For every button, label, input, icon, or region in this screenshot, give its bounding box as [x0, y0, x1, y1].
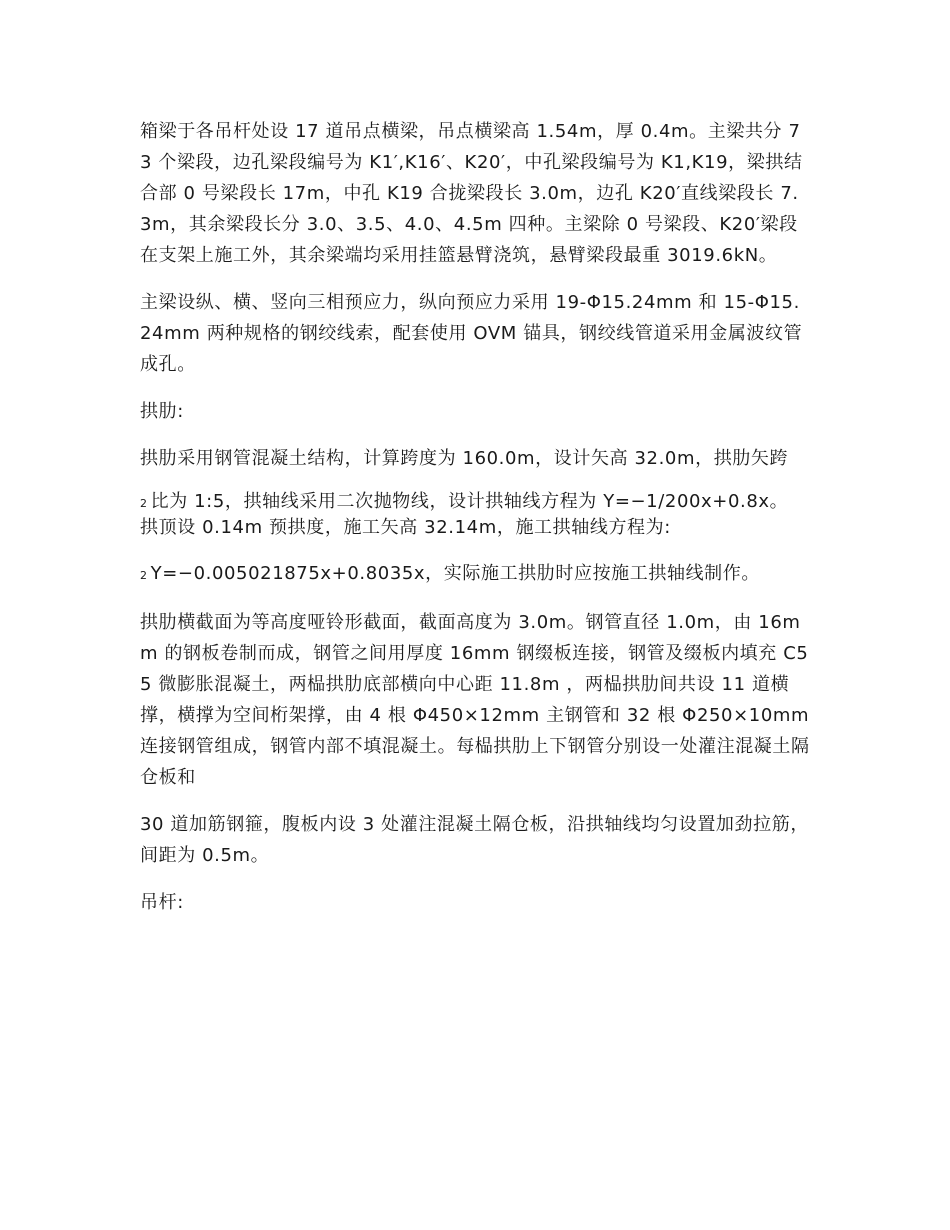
- paragraph-box-girder: 箱梁于各吊杆处设 17 道吊点横梁，吊点横梁高 1.54m，厚 0.4m。主梁共分 73 个梁段，边孔梁段编号为 K1′,K16′、K20′，中孔梁段编号为 K1,K19，梁拱结合部 0 号梁段长 17m，中孔 K19 合拢梁段长 3.0m，边孔 K20′直线梁段长 7.3m，其余梁段长分 3.0、3.5、4.0、4.5m 四种。主梁除 0 号梁段、K20′梁段在支架上施工外，其余梁端均采用挂篮悬臂浇筑，悬臂梁段最重 3019.6kN。: [140, 121, 803, 266]
- heading-arch-rib: 拱肋:: [140, 401, 184, 422]
- superscript-marker: 2: [140, 497, 148, 510]
- paragraph-construction-axis-text: Y=−0.005021875x+0.8035x，实际施工拱肋时应按施工拱轴线制作。: [150, 563, 760, 584]
- paragraph-stiffeners: 30 道加筋钢箍，腹板内设 3 处灌注混凝土隔仓板，沿拱轴线均匀设置加劲拉筋，间距为 0.5m。: [140, 814, 809, 866]
- paragraph-construction-axis: [140, 558, 810, 591]
- heading-hanger: 吊杆:: [140, 892, 184, 913]
- paragraph-arch-rib-structure: 拱肋采用钢管混凝土结构，计算跨度为 160.0m，设计矢高 32.0m，拱肋矢跨: [140, 448, 789, 469]
- paragraph-arch-axis-text: 比为 1:5，拱轴线采用二次抛物线，设计拱轴线方程为 Y=−1/200x+0.8x。 拱顶设 0.14m 预拱度，施工矢高 32.14m，施工拱轴线方程为:: [140, 491, 789, 538]
- superscript-marker: 2: [140, 569, 148, 582]
- paragraph-arch-axis-equation: [140, 490, 810, 540]
- paragraph-cross-section: 拱肋横截面为等高度哑铃形截面，截面高度为 3.0m。钢管直径 1.0m，由 16mm 的钢板卷制而成，钢管之间用厚度 16mm 钢缀板连接，钢管及缀板内填充 C55 微膨胀混凝土，两榀拱肋底部横向中心距 11.8m ，两榀拱肋间共设 11 道横撑，横撑为空间桁架撑，由 4 根 Φ450×12mm 主钢管和 32 根 Φ250×10mm 连接钢管组成，钢管内部不填混凝土。每榀拱肋上下钢管分别设一处灌注混凝土隔仓板和: [140, 612, 810, 788]
- paragraph-prestress: 主梁设纵、横、竖向三相预应力，纵向预应力采用 19-Φ15.24mm 和 15-Φ15.24mm 两种规格的钢绞线索，配套使用 OVM 锚具，钢绞线管道采用金属波纹管成孔。: [140, 292, 803, 375]
- document-page: [140, 116, 810, 934]
